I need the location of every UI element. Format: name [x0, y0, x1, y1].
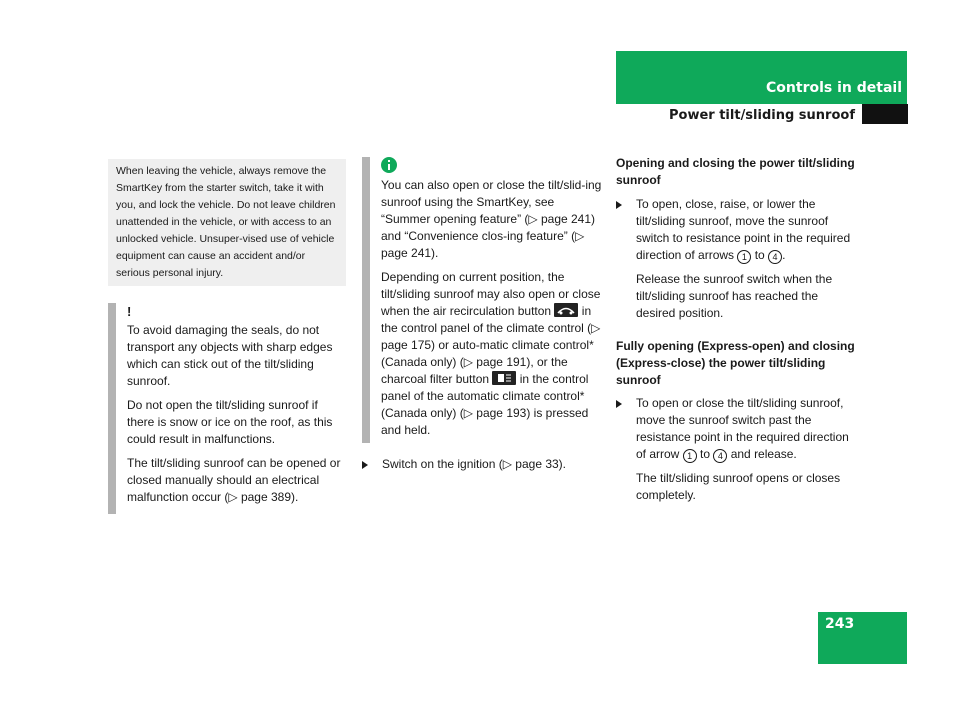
info-paragraph: You can also open or close the tilt/slid-ing sunroof using the SmartKey, see “Summer opening feature” (▷ page 241) and “Convenience clos-ing feature” (▷ page 241).: [381, 178, 602, 260]
notice-paragraph: To avoid damaging the seals, do not transport any objects with sharp edges which can stick out of the tilt/sliding sunroof.: [127, 323, 333, 388]
page-ref-arrow-icon: ▷: [463, 355, 473, 369]
warning-text: When leaving the vehicle, always remove the SmartKey from the starter switch, take it with you, and lock the vehicle. Do not leave children unattended in the vehicle, or with access to an unlocked vehicle. Unsuper-vised use of vehicle equipment can cause an accident and/or serious personal injury.: [116, 165, 336, 279]
col3: [616, 155, 856, 504]
arrow-number-marker: 1: [737, 250, 751, 264]
section-heading: Fully opening (Express-open) and closing (Express-close) the power tilt/sliding sunroof: [616, 339, 855, 387]
step-note: The tilt/sliding sunroof opens or closes completely.: [636, 471, 841, 502]
bullet-arrow-icon: [362, 461, 368, 469]
arrow-number-marker: 4: [713, 449, 727, 463]
page-ref-arrow-icon: ▷: [591, 321, 601, 335]
col2-steps: [362, 456, 606, 473]
page-ref-arrow-icon: ▷: [463, 406, 473, 420]
air-recirculation-icon: [554, 303, 578, 317]
section-marker-bar: [862, 104, 908, 124]
info-box: [362, 157, 606, 443]
step-item: To open, close, raise, or lower the tilt/sliding sunroof, move the sunroof switch to resistance point in the required direction of arrows 1 to 4 .: [616, 196, 856, 264]
charcoal-filter-icon: [492, 371, 516, 385]
section-heading: Opening and closing the power tilt/sliding sunroof: [616, 156, 855, 187]
notice-paragraph: Do not open the tilt/sliding sunroof if there is snow or ice on the roof, as this could result in malfunctions.: [127, 398, 333, 446]
bullet-arrow-icon: [616, 201, 622, 209]
page-ref-arrow-icon: ▷: [528, 212, 538, 226]
chapter-title: Controls in detail: [766, 80, 902, 96]
step-item: Switch on the ignition (▷ page 33).: [362, 456, 606, 473]
arrow-number-marker: 4: [768, 250, 782, 264]
notice-exclamation-icon: !: [127, 304, 132, 319]
chapter-tab: [616, 51, 907, 104]
info-icon: [381, 157, 397, 173]
info-paragraph: Depending on current position, the tilt/sliding sunroof may also open or close when the air recirculation button in the control panel of the climate control (▷ page 175) or auto-matic climate control* (Canada only) (▷ page 191), or the charcoal filter button in the control panel of the automatic climate control* (Canada only) (▷ page 193) is pressed and held.: [381, 270, 601, 437]
arrow-number-marker: 1: [683, 449, 697, 463]
page-ref-arrow-icon: ▷: [502, 457, 512, 471]
page-ref-arrow-icon: ▷: [228, 490, 238, 504]
step-note: Release the sunroof switch when the tilt/sliding sunroof has reached the desired position.: [636, 272, 833, 320]
page-number: 243: [825, 616, 855, 632]
step-item: To open or close the tilt/sliding sunroof, move the sunroof switch past the resistance point in the required direction of arrow 1 to 4 and release.: [616, 395, 856, 463]
warning-box: [108, 159, 346, 286]
bullet-arrow-icon: [616, 400, 622, 408]
notice-paragraph: The tilt/sliding sunroof can be opened or closed manually should an electrical malfunction occur (▷ page 389).: [127, 456, 341, 504]
page-ref-arrow-icon: ▷: [575, 229, 585, 243]
section-title: Power tilt/sliding sunroof: [669, 108, 855, 123]
notice-box: [108, 303, 348, 514]
